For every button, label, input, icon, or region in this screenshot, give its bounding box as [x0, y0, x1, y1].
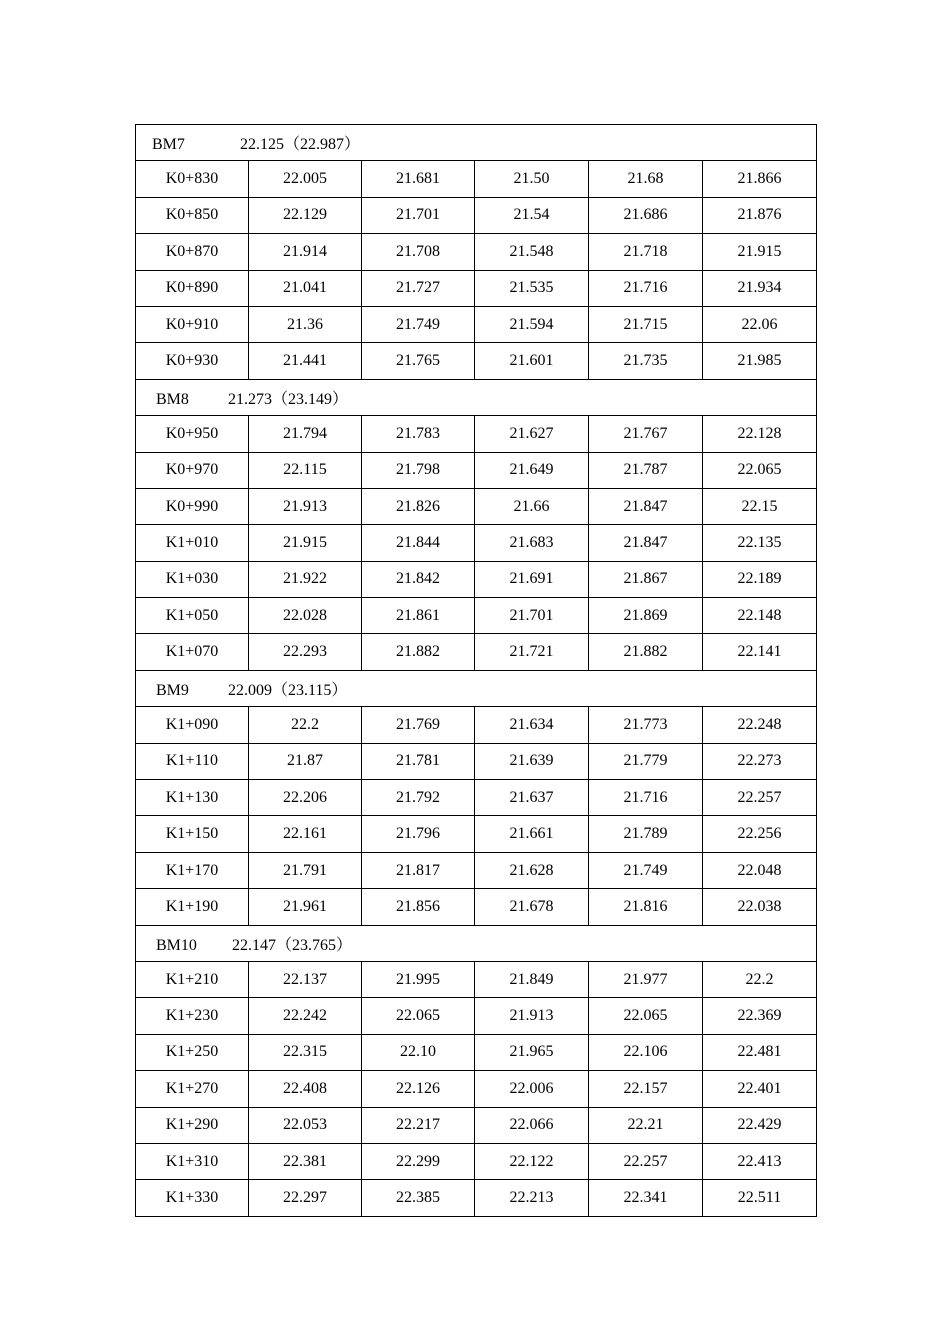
benchmark-cell — [136, 670, 817, 706]
table-row — [136, 707, 817, 743]
elevation-cell: 21.686 — [589, 197, 703, 233]
elevation-cell: 21.882 — [362, 634, 475, 670]
table-row — [136, 598, 817, 634]
elevation-cell: 21.791 — [249, 852, 362, 888]
elevation-cell: 21.634 — [475, 707, 589, 743]
elevation-cell: 21.985 — [703, 343, 817, 379]
elevation-cell: 21.54 — [475, 197, 589, 233]
elevation-cell: 22.429 — [703, 1107, 817, 1143]
table-body — [136, 125, 817, 1217]
benchmark-cell — [136, 379, 817, 415]
elevation-cell: 21.649 — [475, 452, 589, 488]
benchmark-value: 22.125（22.987） — [240, 136, 361, 154]
elevation-cell: 21.765 — [362, 343, 475, 379]
station-cell: K0+850 — [136, 197, 249, 233]
elevation-cell: 22.06 — [703, 306, 817, 342]
elevation-cell: 21.041 — [249, 270, 362, 306]
benchmark-name: BM10 — [156, 936, 197, 954]
elevation-cell: 22.161 — [249, 816, 362, 852]
elevation-cell: 21.441 — [249, 343, 362, 379]
elevation-cell: 22.066 — [475, 1107, 589, 1143]
elevation-cell: 22.005 — [249, 161, 362, 197]
table-row — [136, 270, 817, 306]
elevation-cell: 21.50 — [475, 161, 589, 197]
elevation-cell: 21.856 — [362, 889, 475, 925]
benchmark-name: BM7 — [152, 136, 185, 154]
elevation-cell: 21.867 — [589, 561, 703, 597]
elevation-cell: 21.735 — [589, 343, 703, 379]
elevation-cell: 21.708 — [362, 234, 475, 270]
elevation-cell: 21.844 — [362, 525, 475, 561]
elevation-cell: 22.248 — [703, 707, 817, 743]
station-cell: K0+870 — [136, 234, 249, 270]
table-row — [136, 998, 817, 1034]
table-row — [136, 416, 817, 452]
elevation-cell: 22.157 — [589, 1071, 703, 1107]
elevation-cell: 21.639 — [475, 743, 589, 779]
station-cell: K1+090 — [136, 707, 249, 743]
table-row — [136, 197, 817, 233]
benchmark-value: 21.273（23.149） — [228, 390, 349, 408]
elevation-cell: 22.15 — [703, 488, 817, 524]
table-row — [136, 889, 817, 925]
elevation-cell: 22.257 — [589, 1143, 703, 1179]
elevation-cell: 21.628 — [475, 852, 589, 888]
elevation-cell: 22.293 — [249, 634, 362, 670]
table-row — [136, 852, 817, 888]
elevation-table — [135, 124, 817, 1217]
benchmark-cell — [136, 925, 817, 961]
table-row — [136, 743, 817, 779]
elevation-cell: 21.767 — [589, 416, 703, 452]
elevation-cell: 22.2 — [249, 707, 362, 743]
table-row — [136, 452, 817, 488]
station-cell: K1+150 — [136, 816, 249, 852]
elevation-cell: 21.849 — [475, 961, 589, 997]
elevation-cell: 21.915 — [703, 234, 817, 270]
elevation-cell: 22.135 — [703, 525, 817, 561]
elevation-cell: 22.038 — [703, 889, 817, 925]
elevation-cell: 21.637 — [475, 780, 589, 816]
station-cell: K0+930 — [136, 343, 249, 379]
elevation-cell: 21.601 — [475, 343, 589, 379]
elevation-cell: 22.408 — [249, 1071, 362, 1107]
elevation-cell: 22.10 — [362, 1034, 475, 1070]
elevation-cell: 22.065 — [362, 998, 475, 1034]
elevation-cell: 21.787 — [589, 452, 703, 488]
elevation-cell: 21.922 — [249, 561, 362, 597]
station-cell: K1+130 — [136, 780, 249, 816]
elevation-cell: 21.661 — [475, 816, 589, 852]
elevation-cell: 22.21 — [589, 1107, 703, 1143]
elevation-cell: 21.716 — [589, 270, 703, 306]
station-cell: K1+170 — [136, 852, 249, 888]
elevation-cell: 21.847 — [589, 488, 703, 524]
elevation-cell: 22.141 — [703, 634, 817, 670]
elevation-cell: 21.715 — [589, 306, 703, 342]
elevation-cell: 21.779 — [589, 743, 703, 779]
elevation-cell: 21.882 — [589, 634, 703, 670]
elevation-cell: 21.594 — [475, 306, 589, 342]
station-cell: K1+030 — [136, 561, 249, 597]
benchmark-row — [136, 125, 817, 161]
benchmark-name: BM8 — [156, 390, 189, 408]
elevation-cell: 21.866 — [703, 161, 817, 197]
elevation-cell: 22.299 — [362, 1143, 475, 1179]
elevation-cell: 21.995 — [362, 961, 475, 997]
elevation-cell: 21.716 — [589, 780, 703, 816]
table-row — [136, 234, 817, 270]
elevation-cell: 21.718 — [589, 234, 703, 270]
station-cell: K1+070 — [136, 634, 249, 670]
elevation-cell: 21.977 — [589, 961, 703, 997]
elevation-cell: 21.68 — [589, 161, 703, 197]
elevation-cell: 21.627 — [475, 416, 589, 452]
elevation-cell: 21.683 — [475, 525, 589, 561]
table-row — [136, 488, 817, 524]
table-row — [136, 780, 817, 816]
table-row — [136, 1107, 817, 1143]
elevation-cell: 21.678 — [475, 889, 589, 925]
elevation-cell: 21.691 — [475, 561, 589, 597]
elevation-cell: 21.798 — [362, 452, 475, 488]
elevation-cell: 21.876 — [703, 197, 817, 233]
elevation-cell: 21.847 — [589, 525, 703, 561]
station-cell: K1+050 — [136, 598, 249, 634]
station-cell: K1+250 — [136, 1034, 249, 1070]
elevation-cell: 21.913 — [475, 998, 589, 1034]
benchmark-value: 22.009（23.115） — [228, 682, 348, 700]
elevation-cell: 22.053 — [249, 1107, 362, 1143]
station-cell: K1+330 — [136, 1180, 249, 1216]
elevation-cell: 21.535 — [475, 270, 589, 306]
benchmark-row — [136, 670, 817, 706]
elevation-cell: 21.36 — [249, 306, 362, 342]
station-cell: K1+290 — [136, 1107, 249, 1143]
elevation-cell: 21.826 — [362, 488, 475, 524]
station-cell: K1+230 — [136, 998, 249, 1034]
elevation-cell: 22.048 — [703, 852, 817, 888]
elevation-cell: 21.965 — [475, 1034, 589, 1070]
elevation-cell: 22.122 — [475, 1143, 589, 1179]
elevation-cell: 22.401 — [703, 1071, 817, 1107]
elevation-cell: 21.749 — [589, 852, 703, 888]
elevation-cell: 22.213 — [475, 1180, 589, 1216]
elevation-cell: 22.129 — [249, 197, 362, 233]
elevation-cell: 21.934 — [703, 270, 817, 306]
elevation-cell: 22.126 — [362, 1071, 475, 1107]
elevation-cell: 21.87 — [249, 743, 362, 779]
benchmark-row — [136, 379, 817, 415]
elevation-cell: 21.789 — [589, 816, 703, 852]
elevation-cell: 22.413 — [703, 1143, 817, 1179]
elevation-cell: 21.792 — [362, 780, 475, 816]
benchmark-value: 22.147（23.765） — [232, 936, 353, 954]
station-cell: K0+970 — [136, 452, 249, 488]
elevation-cell: 22.065 — [703, 452, 817, 488]
elevation-cell: 21.913 — [249, 488, 362, 524]
table-row — [136, 1034, 817, 1070]
elevation-cell: 22.297 — [249, 1180, 362, 1216]
table-row — [136, 525, 817, 561]
table-row — [136, 816, 817, 852]
elevation-cell: 22.115 — [249, 452, 362, 488]
elevation-cell: 22.028 — [249, 598, 362, 634]
elevation-cell: 21.548 — [475, 234, 589, 270]
table-row — [136, 634, 817, 670]
benchmark-cell — [136, 125, 817, 161]
elevation-cell: 22.369 — [703, 998, 817, 1034]
table-row — [136, 961, 817, 997]
elevation-cell: 22.242 — [249, 998, 362, 1034]
station-cell: K1+310 — [136, 1143, 249, 1179]
elevation-cell: 21.701 — [362, 197, 475, 233]
table-row — [136, 561, 817, 597]
elevation-cell: 21.781 — [362, 743, 475, 779]
station-cell: K0+910 — [136, 306, 249, 342]
elevation-cell: 22.385 — [362, 1180, 475, 1216]
elevation-cell: 21.681 — [362, 161, 475, 197]
station-cell: K0+890 — [136, 270, 249, 306]
elevation-cell: 22.189 — [703, 561, 817, 597]
elevation-cell: 21.961 — [249, 889, 362, 925]
elevation-cell: 22.128 — [703, 416, 817, 452]
elevation-cell: 22.106 — [589, 1034, 703, 1070]
elevation-cell: 22.148 — [703, 598, 817, 634]
elevation-cell: 21.66 — [475, 488, 589, 524]
table-row — [136, 1180, 817, 1216]
station-cell: K1+010 — [136, 525, 249, 561]
elevation-cell: 22.381 — [249, 1143, 362, 1179]
station-cell: K1+190 — [136, 889, 249, 925]
elevation-cell: 21.817 — [362, 852, 475, 888]
station-cell: K1+110 — [136, 743, 249, 779]
elevation-cell: 22.065 — [589, 998, 703, 1034]
elevation-cell: 22.315 — [249, 1034, 362, 1070]
elevation-cell: 21.727 — [362, 270, 475, 306]
elevation-cell: 21.915 — [249, 525, 362, 561]
station-cell: K0+990 — [136, 488, 249, 524]
elevation-cell: 21.783 — [362, 416, 475, 452]
elevation-cell: 22.341 — [589, 1180, 703, 1216]
elevation-cell: 21.773 — [589, 707, 703, 743]
table-row — [136, 1071, 817, 1107]
elevation-cell: 21.914 — [249, 234, 362, 270]
elevation-cell: 21.816 — [589, 889, 703, 925]
elevation-cell: 21.769 — [362, 707, 475, 743]
elevation-cell: 21.701 — [475, 598, 589, 634]
elevation-cell: 21.796 — [362, 816, 475, 852]
station-cell: K1+270 — [136, 1071, 249, 1107]
elevation-cell: 22.137 — [249, 961, 362, 997]
elevation-cell: 22.511 — [703, 1180, 817, 1216]
elevation-cell: 22.006 — [475, 1071, 589, 1107]
station-cell: K1+210 — [136, 961, 249, 997]
table-row — [136, 306, 817, 342]
elevation-cell: 22.206 — [249, 780, 362, 816]
elevation-cell: 22.2 — [703, 961, 817, 997]
elevation-cell: 21.861 — [362, 598, 475, 634]
elevation-cell: 21.749 — [362, 306, 475, 342]
station-cell: K0+830 — [136, 161, 249, 197]
benchmark-row — [136, 925, 817, 961]
elevation-cell: 22.257 — [703, 780, 817, 816]
elevation-cell: 21.721 — [475, 634, 589, 670]
elevation-cell: 21.842 — [362, 561, 475, 597]
elevation-cell: 22.217 — [362, 1107, 475, 1143]
benchmark-name: BM9 — [156, 682, 189, 700]
elevation-cell: 21.794 — [249, 416, 362, 452]
table-row — [136, 1143, 817, 1179]
station-cell: K0+950 — [136, 416, 249, 452]
elevation-cell: 22.481 — [703, 1034, 817, 1070]
elevation-cell: 21.869 — [589, 598, 703, 634]
table-row — [136, 343, 817, 379]
elevation-cell: 22.273 — [703, 743, 817, 779]
elevation-cell: 22.256 — [703, 816, 817, 852]
table-row — [136, 161, 817, 197]
